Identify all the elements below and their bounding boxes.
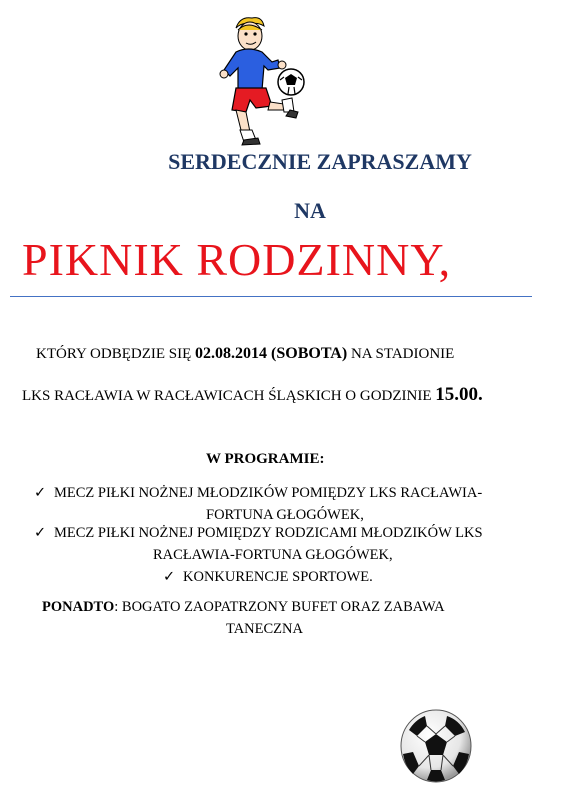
program-item-1-line-2: FORTUNA GŁOGÓWEK, [206, 507, 364, 523]
program-item-2 [34, 522, 483, 544]
extra-text-line-1: : BOGATO ZAOPATRZONY BUFET ORAZ ZABAWA [114, 599, 445, 615]
invite-line-1: SERDECZNIE ZAPRASZAMY [168, 149, 472, 174]
extra-label: PONADTO [42, 599, 115, 615]
info-line-1-suffix: NA STADIONIE [347, 346, 455, 362]
program-item-3-line-1: KONKURENCJE SPORTOWE. [183, 569, 373, 585]
event-date: 02.08.2014 (SOBOTA) [195, 345, 348, 362]
program-title: W PROGRAMIE: [206, 451, 325, 467]
program-item-2-line-1: MECZ PIŁKI NOŻNEJ POMIĘDZY RODZICAMI MŁODZIKÓW LKS [54, 525, 483, 541]
info-line-1 [36, 345, 454, 363]
check-icon: ✓ [34, 485, 47, 501]
event-time: 15.00. [435, 384, 483, 405]
info-line-1-prefix: KTÓRY ODBĘDZIE SIĘ [36, 346, 196, 362]
invite-line-2: NA [294, 198, 326, 223]
info-line-2-prefix: LKS RACŁAWIA W RACŁAWICACH ŚLĄSKICH O GODZINIE [22, 388, 436, 404]
event-title: PIKNIK RODZINNY, [22, 234, 452, 285]
program-item-2-line-2: RACŁAWIA-FORTUNA GŁOGÓWEK, [153, 547, 393, 563]
info-line-2 [22, 384, 483, 406]
program-item-1 [34, 482, 482, 504]
title-divider [10, 296, 532, 297]
soccer-ball-icon [399, 708, 473, 784]
check-icon: ✓ [34, 525, 47, 541]
program-item-1-line-1: MECZ PIŁKI NOŻNEJ MŁODZIKÓW POMIĘDZY LKS RACŁAWIA- [54, 485, 483, 501]
check-icon: ✓ [163, 569, 176, 585]
extra-text-line-2: TANECZNA [226, 621, 303, 637]
soccer-kid-icon [218, 14, 310, 146]
program-item-3 [163, 566, 373, 588]
extra-line-1 [42, 599, 445, 616]
